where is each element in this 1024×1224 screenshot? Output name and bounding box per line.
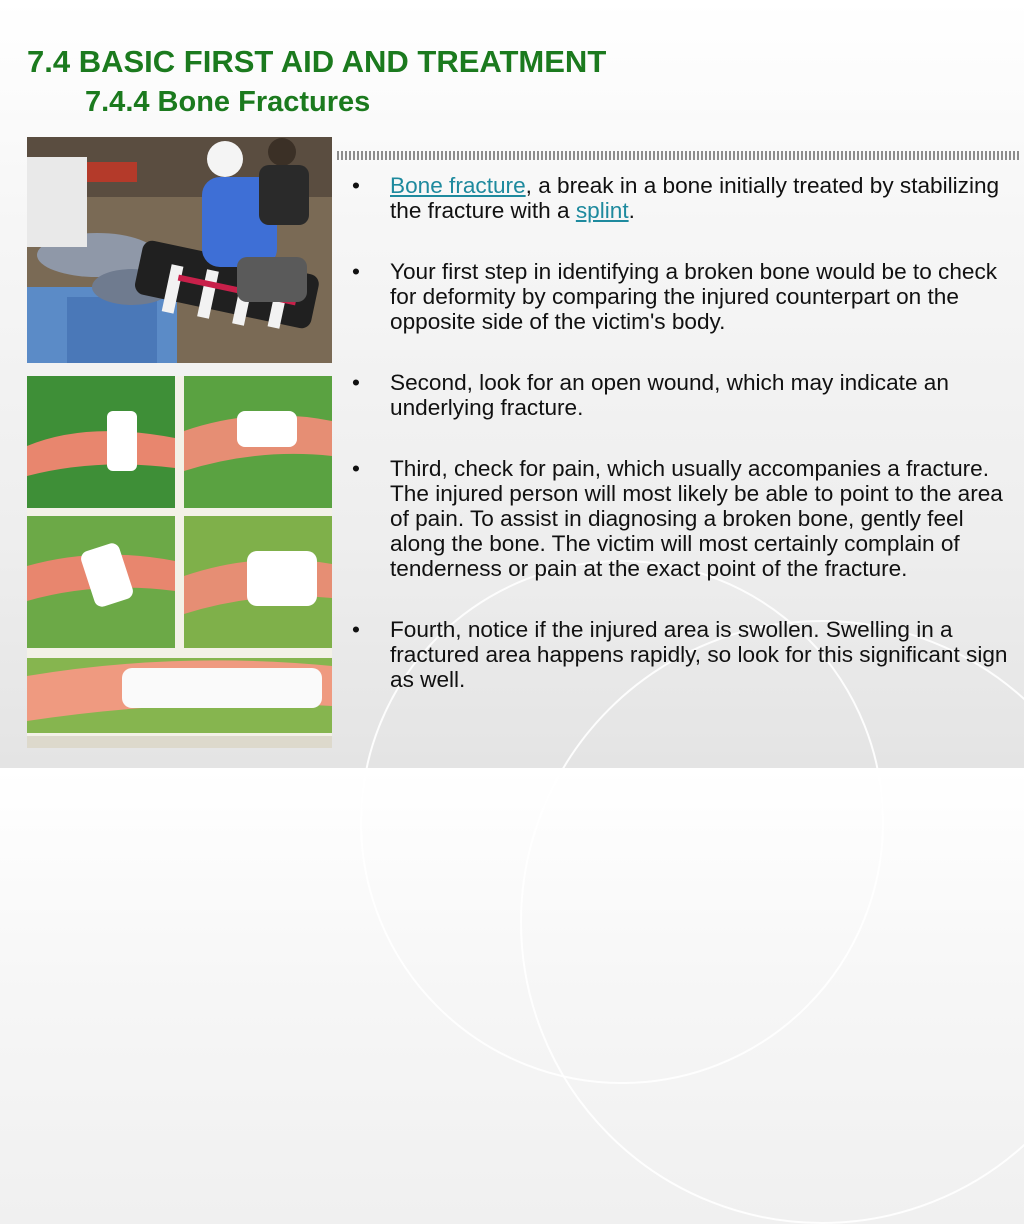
bullet-text: Second, look for an open wound, which may indicate an underlying fracture. — [390, 370, 949, 420]
bullet-marker: • — [352, 173, 360, 198]
bone-fracture-link[interactable]: Bone fracture — [390, 173, 526, 198]
bullet-text: . — [628, 198, 635, 223]
bullet-marker: • — [352, 617, 360, 642]
bullet-text: Third, check for pain, which usually accompanies a fracture. The injured person will most likely be able to point to the area of pain. To assist in diagnosing a broken bone, gently feel along the bone. The victim will most certainly complain of tenderness or pain at the exact point of the fracture. — [390, 456, 1003, 581]
list-item — [352, 259, 1012, 334]
bullet-text: , a break in a bone initially treated by stabilizing the fracture with a — [390, 173, 1000, 223]
list-item — [352, 173, 1012, 223]
bullet-text: Your first step in identifying a broken bone would be to check for deformity by comparing the injured counterpart on the opposite side of the victim's body. — [390, 259, 998, 334]
list-item — [352, 617, 1012, 692]
bullet-list — [352, 173, 1012, 728]
bullet-text: Fourth, notice if the injured area is swollen. Swelling in a fractured area happens rapidly, so look for this significant sign as well. — [390, 617, 1008, 692]
slide-subtitle: 7.4.4 Bone Fractures — [85, 86, 371, 118]
slide-title: 7.4 BASIC FIRST AID AND TREATMENT — [27, 44, 607, 79]
list-item — [352, 456, 1012, 581]
bullet-marker: • — [352, 370, 360, 395]
list-item — [352, 370, 1012, 420]
bullet-marker: • — [352, 456, 360, 481]
splint-link[interactable]: splint — [575, 198, 629, 223]
bandaging-steps-illustration — [27, 376, 332, 748]
bullet-marker: • — [352, 259, 360, 284]
dashed-divider — [337, 151, 1020, 160]
first-aid-rescue-photo — [27, 137, 332, 363]
